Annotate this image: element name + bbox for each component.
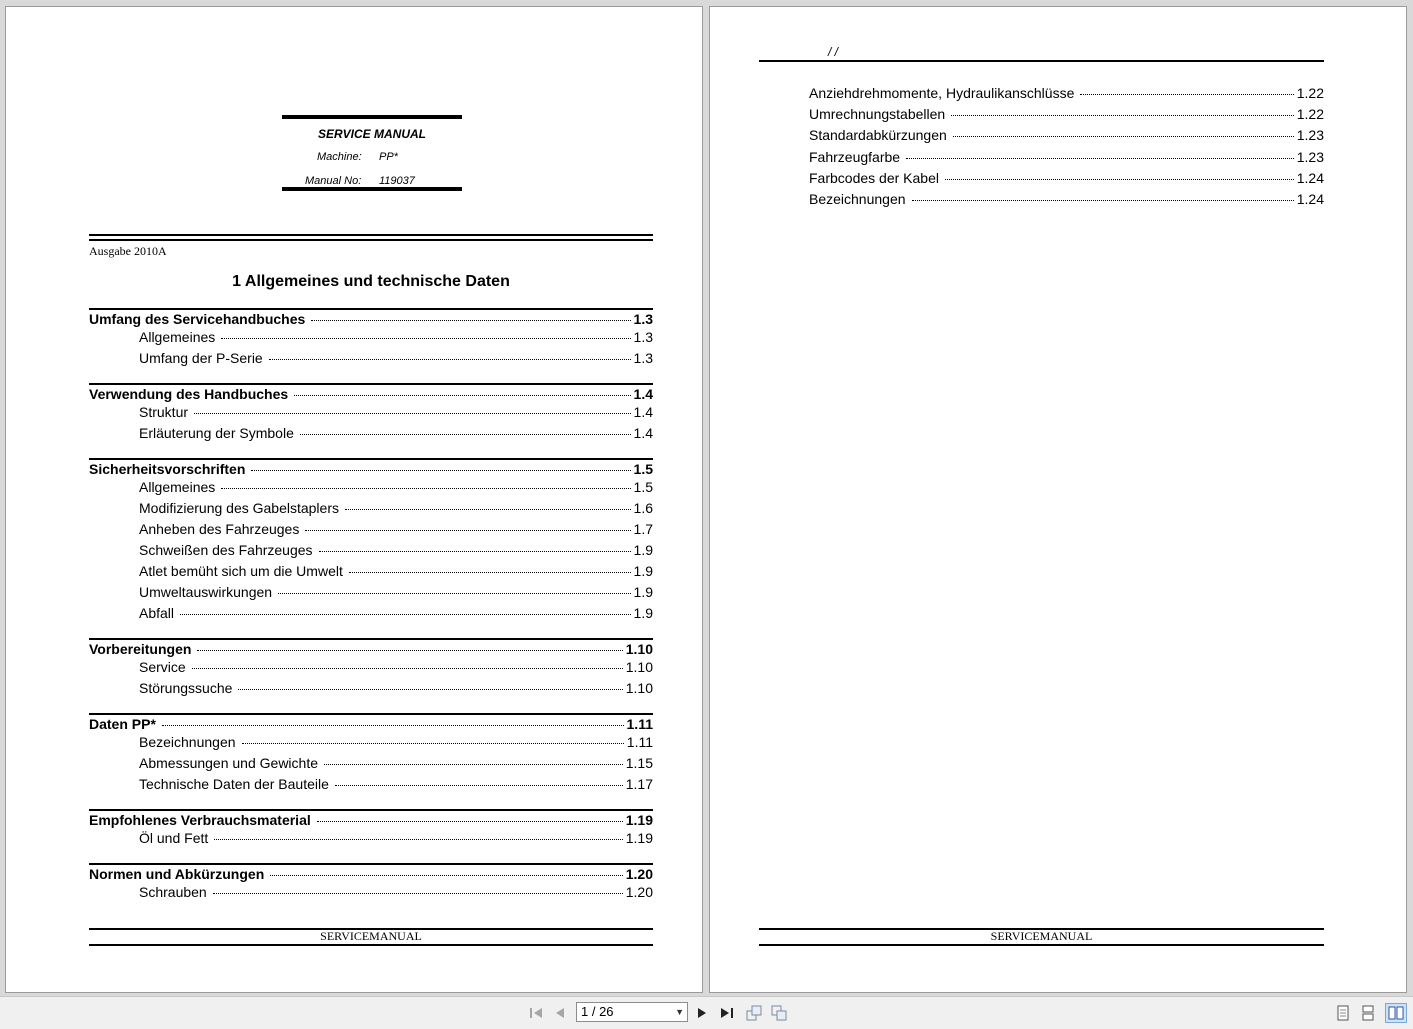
toc-entry[interactable] [139,776,653,792]
toc-entry-label: Öl und Fett [139,830,209,846]
facing-pages-view-button[interactable] [1385,1003,1407,1023]
footer-text: SERVICEMANUAL [320,929,422,943]
last-page-button[interactable] [717,1003,737,1023]
previous-page-button[interactable] [550,1003,570,1023]
toc-entry-label: Schrauben [139,884,207,900]
toc-entry-page-number: 1.4 [633,425,653,441]
dot-leader [906,158,1294,159]
toc-entry-page-number: 1.24 [1296,191,1324,207]
toc-entry-label: Atlet bemüht sich um die Umwelt [139,563,343,579]
toc-section-heading-page-number: 1.5 [633,461,653,477]
toc-section-heading[interactable] [89,386,653,402]
toc-entry-page-number: 1.9 [633,584,653,600]
toc-entry[interactable] [139,755,653,771]
toc-entry-page-number: 1.7 [633,521,653,537]
footer-rule-bottom [759,944,1324,946]
rotate-counterclockwise-icon [745,1005,763,1021]
dot-leader [221,338,630,339]
toc-entry-page-number: 1.6 [633,500,653,516]
header-rule-bottom [89,239,653,241]
dot-leader [294,395,630,396]
toc-entry-page-number: 1.24 [1296,169,1324,186]
continuous-view-icon [1362,1005,1374,1021]
toc-entry-label: Störungssuche [139,680,233,696]
toc-entry[interactable] [139,584,653,600]
dot-leader [269,359,631,360]
toc-entry-label: Anziehdrehmomente, Hydraulikanschlüsse [809,85,1075,101]
toc-entry-page-number: 1.23 [1296,148,1324,165]
toc-entry-label: Service [139,659,186,675]
dot-leader [311,320,630,321]
running-header: / / [828,45,839,59]
toc-entry-label: Abfall [139,605,175,621]
toc-entry[interactable] [139,329,653,345]
toc-section-heading-label: Normen und Abkürzungen [89,866,265,882]
dot-leader [192,668,623,669]
footer-rule-bottom [89,944,653,946]
toc-entry[interactable] [139,680,653,696]
continuous-view-button[interactable] [1358,1003,1378,1023]
toc-section-heading[interactable] [89,812,653,828]
section-rule [89,383,653,385]
footer-text: SERVICEMANUAL [990,929,1093,943]
toc-section-heading-label: Empfohlenes Verbrauchsmaterial [89,812,311,828]
toc-entry-page-number: 1.9 [633,563,653,579]
section-rule [89,458,653,460]
toc-entry[interactable] [139,425,653,441]
toc-entry-page-number: 1.22 [1296,106,1324,123]
toc-entry-label: Abmessungen und Gewichte [139,755,318,771]
first-page-button[interactable] [526,1003,546,1023]
dot-leader [305,530,630,531]
dot-leader [221,488,630,489]
document-page-right [709,6,1407,993]
viewer-toolbar [0,996,1413,1029]
header-rule [759,60,1324,62]
toc-entry-label: Bezeichnungen [139,734,236,750]
toc-entry-label: Bezeichnungen [809,191,906,207]
toc-entry[interactable] [139,563,653,579]
toc-entry[interactable] [139,830,653,846]
toc-entry-label: Farbcodes der Kabel [809,169,939,186]
toc-entry-page-number: 1.3 [633,350,653,366]
single-page-view-icon [1337,1005,1349,1021]
first-page-icon [529,1007,543,1019]
dot-leader [945,179,1294,180]
header-rule-top [89,234,653,236]
toc-entry[interactable] [139,659,653,675]
toc-entry-page-number: 1.9 [633,542,653,558]
toc-entry-page-number: 1.3 [633,329,653,345]
dot-leader [270,875,622,876]
toc-entry-label: Allgemeines [139,479,216,495]
toc-section-heading-page-number: 1.19 [625,812,653,828]
dot-leader [953,136,1294,137]
machine-label: Machine: [317,151,362,163]
chevron-down-icon: ▼ [675,1007,684,1017]
toc-entry-label: Schweißen des Fahrzeuges [139,542,313,558]
dot-leader [345,509,631,510]
dot-leader [180,614,631,615]
dot-leader [214,839,622,840]
rotate-clockwise-icon [770,1005,788,1021]
toc-entry[interactable] [809,170,1324,186]
toc-section-heading-label: Sicherheitsvorschriften [89,461,246,477]
toc-entry-label: Umfang der P-Serie [139,350,263,366]
toc-entry-label: Allgemeines [139,329,216,345]
toc-section-heading[interactable] [89,866,653,882]
dot-leader [1080,94,1293,95]
toc-entry[interactable] [139,734,653,750]
dot-leader [213,893,623,894]
service-manual-box [282,115,462,191]
toc-entry[interactable] [139,479,653,495]
dot-leader [951,115,1294,116]
machine-value: PP* [379,151,398,163]
toc-section-heading[interactable] [89,641,653,657]
toc-entry[interactable] [139,404,653,420]
manual-no-label: Manual No: [305,175,362,187]
toc-section-heading[interactable] [89,716,653,732]
single-page-view-button[interactable] [1333,1003,1353,1023]
document-page-left [5,6,703,993]
toc-entry[interactable] [139,350,653,366]
section-rule [89,713,653,715]
toc-entry[interactable] [809,106,1324,122]
dot-leader [194,413,631,414]
next-page-icon [697,1007,707,1019]
toc-entry-page-number: 1.20 [625,884,653,900]
dot-leader [319,551,631,552]
toc-section-heading-page-number: 1.11 [626,716,653,732]
toc-entry-label: Umrechnungstabellen [809,106,946,123]
section-rule [89,308,653,310]
previous-page-icon [555,1007,565,1019]
toc-entry[interactable] [809,127,1324,143]
toc-entry-page-number: 1.17 [625,776,653,792]
toc-entry-page-number: 1.22 [1296,85,1324,101]
dot-leader [317,821,623,822]
dot-leader [238,689,622,690]
toc-entry[interactable] [809,149,1324,165]
toc-section-heading[interactable] [89,461,653,477]
chapter-title: 1 Allgemeines und technische Daten [232,273,510,290]
toc-entry-label: Struktur [139,404,189,420]
toc-entry-label: Fahrzeugfarbe [809,148,901,165]
toc-entry[interactable] [139,542,653,558]
toc-section-heading-label: Vorbereitungen [89,641,192,657]
rotate-clockwise-button[interactable] [769,1003,789,1023]
dot-leader [349,572,631,573]
toc-entry-page-number: 1.15 [625,755,653,771]
toc-entry-page-number: 1.5 [633,479,653,495]
dot-leader [324,764,623,765]
toc-entry-label: Erläuterung der Symbole [139,425,294,441]
toc-section-heading[interactable] [89,311,653,327]
next-page-button[interactable] [692,1003,712,1023]
toc-entry-label: Anheben des Fahrzeuges [139,521,300,537]
dot-leader [242,743,624,744]
page-indicator: 1 / 26 [581,1004,614,1019]
toc-entry-label: Modifizierung des Gabelstaplers [139,500,339,516]
section-rule [89,638,653,640]
toc-section-heading-page-number: 1.10 [625,641,653,657]
toc-entry-page-number: 1.23 [1296,127,1324,144]
toc-entry-page-number: 1.19 [625,830,653,846]
toc-entry-page-number: 1.10 [625,659,653,675]
service-manual-title: SERVICE MANUAL [317,127,426,141]
dot-leader [300,434,631,435]
toc-entry[interactable] [809,85,1324,101]
dot-leader [335,785,623,786]
toc-section-heading-label: Umfang des Servicehandbuches [89,311,306,327]
toc-section-heading-page-number: 1.20 [625,866,653,882]
edition-label: Ausgabe 2010A [89,244,167,258]
toc-entry-label: Umweltauswirkungen [139,584,273,600]
dot-leader [197,650,622,651]
section-rule [89,863,653,865]
manual-no-value: 119037 [379,175,415,187]
toc-entry-page-number: 1.4 [633,404,653,420]
toc-entry-label: Standardabkürzungen [809,127,947,144]
facing-pages-view-icon [1388,1006,1404,1020]
toc-entry[interactable] [809,191,1324,207]
dot-leader [162,725,624,726]
toc-section-heading-label: Verwendung des Handbuches [89,386,289,402]
dot-leader [912,200,1294,201]
toc-entry[interactable] [139,884,653,900]
dot-leader [278,593,630,594]
toc-entry-page-number: 1.9 [633,605,653,621]
page-number-select[interactable] [576,1002,688,1022]
toc-entry[interactable] [139,500,653,516]
rotate-counterclockwise-button[interactable] [744,1003,764,1023]
toc-entry[interactable] [139,521,653,537]
toc-entry-label: Technische Daten der Bauteile [139,776,329,792]
last-page-icon [720,1007,734,1019]
toc-entry-page-number: 1.10 [625,680,653,696]
toc-entry-page-number: 1.11 [626,734,653,750]
section-rule [89,809,653,811]
toc-entry[interactable] [139,605,653,621]
toc-section-heading-page-number: 1.4 [633,386,653,402]
toc-section-heading-page-number: 1.3 [633,311,653,327]
toc-section-heading-label: Daten PP* [89,716,156,732]
dot-leader [251,470,630,471]
